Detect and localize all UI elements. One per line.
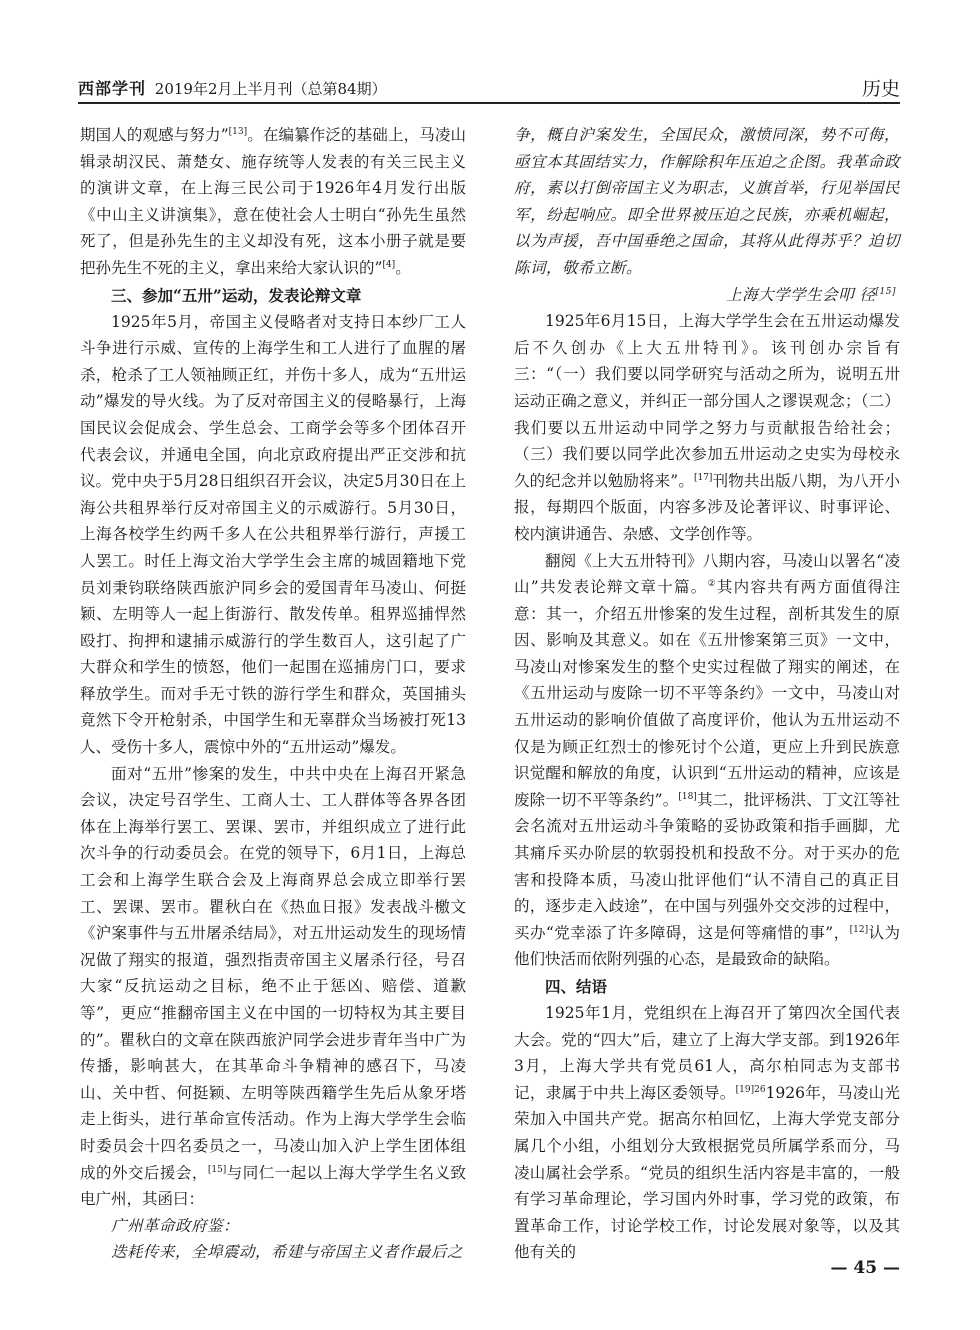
paragraph (514, 548, 900, 974)
page-header (78, 74, 900, 98)
citation: [19]26 (735, 1084, 766, 1095)
citation: [4] (382, 259, 396, 270)
letter-text: 争，概自沪案发生，全国民众，激愤同深，势不可侮，亟宜本其固结实力，作解除积年压迫之企图。我革命政府，素以打倒帝国主义为职志，义旗首举，行见举国民军，纷起响应。即全世界被压迫之民族，亦乘机崛起，以为声援，吾中国垂绝之国命，其将从此得苏乎？迫切陈词，敬希立断。 (514, 126, 900, 277)
text: 认为他们快活而依附列强的心态，是最致命的缺陷。 (514, 923, 900, 969)
section-heading: 三、参加“五卅”运动，发表论辩文章 (111, 285, 362, 305)
letter-text: 迭耗传来，全埠震动，希建与帝国主义者作最后之 (111, 1243, 464, 1262)
text: 面对“五卅”惨案的发生，中共中央在上海召开紧急会议，决定号召学生、工商人士、工人群体等各界各团体在上海举行罢工、罢课、罢市，并组织成立了进行此次斗争的行动委员会。在党的领导下，6月1日，上海总工会和上海学生联合会及上海商界总会成立即举行罢工、罢课、罢市。瞿秋白在《热血日报》发表战斗檄文《沪案事件与五卅屠杀结局》，对五卅运动发生的现场情况做了翔实的报道，强烈指责帝国主义屠杀行径，号召大家“反抗运动之目标，绝不止于惩凶、赔偿、道歉等”，更应“推翻帝国主义在中国的一切特权为其主要目的”。瞿秋白的文章在陕西旅沪同学会进步青年当中广为传播，影响甚大，在其革命斗争精神的感召下，马凌山、关中哲、何挺颖、左明等陕西籍学生先后从象牙塔走上街头，进行革命宣传活动。作为上海大学学生会临时委员会十四名委员之一，马凌山加入沪上学生团体组成的外交后援会， (80, 764, 466, 1182)
journal-masthead (78, 76, 387, 99)
text: 与同仁一起以上海大学学生名义致电广州，其函曰： (80, 1163, 466, 1209)
text: 1925年6月15日，上海大学学生会在五卅运动爆发后不久创办《上大五卅特刊》。该刊创办宗旨有三：“（一）我们要以同学研究与活动之所为，说明五卅运动正确之意义，并纠正一部分国人之谬误观念；（二）我们要以五卅运动中同学之努力与贡献报告给社会；（三）我们要以同学此次参加五卅运动之史实为母校永久的纪念并以勉励将来”。 (514, 312, 900, 490)
citation: [12] (849, 924, 869, 935)
text: 1926年，马凌山光荣加入中国共产党。据高尔柏回忆，上海大学党支部分属几个小组，小组划分大致根据党员所属学系而分，马凌山属社会学系。“党员的组织生活内容是丰富的，一般有学习革命理论，学习国内外时事，学习党的政策，布置革命工作，讨论学校工作，讨论发展对象等，以及其他有关的 (514, 1083, 900, 1262)
header-rule (78, 102, 900, 104)
text: 其内容共有两方面值得注意：其一，介绍五卅惨案的发生过程，剖析其发生的原因、影响及其意义。如在《五卅惨案第三页》一文中，马凌山对惨案发生的整个史实过程做了翔实的阐述，在《五卅运动与废除一切不平等条约》一文中，马凌山对五卅运动的影响价值做了高度评价，他认为五卅运动不仅是为顾正红烈士的惨死讨个公道，更应上升到民族意识觉醒和解放的角度，认识到“五卅运动的精神，应该是废除一切不平等条约”。 (514, 578, 900, 809)
page-number: — 45 — (830, 1258, 900, 1278)
paragraph (80, 761, 466, 1213)
journal-logo: 西部学刊 (78, 79, 147, 98)
letter-salutation: 广州革命政府鉴： (111, 1216, 240, 1235)
paragraph (80, 122, 466, 282)
citation: [18] (678, 791, 697, 802)
text: 翻阅《上大五卅特刊》八期内容，马凌山以署名“凌山”共发表论辩文章十篇。 (514, 551, 900, 597)
text: 期国人的观感与努力” (80, 126, 229, 144)
citation: [13] (228, 126, 248, 137)
section-title: 历史 (861, 78, 900, 100)
text: 刊物共出版八期，为八开小报，每期四个版面，内容多涉及论著评议、时事评论、校内演讲通告、杂感、文学创作等。 (514, 471, 900, 543)
letter-signature (514, 282, 900, 309)
citation: ② (707, 578, 717, 589)
paragraph (514, 1000, 900, 1266)
text: 上海大学学生会叩 径 (726, 285, 876, 304)
paragraph (514, 308, 900, 547)
text: 。 (395, 258, 411, 277)
right-column (514, 122, 900, 1266)
left-column (80, 122, 466, 1266)
citation: [17] (693, 472, 713, 483)
text: 。在编纂作泛的基础上，马凌山辑录胡汉民、萧楚女、施存统等人发表的有关三民主义的演讲文章，在上海三民公司于1926年4月发行出版《中山主义讲演集》，意在使社会人士明白“孙先生虽然死了，但是孙先生的主义却没有死，这本小册子就是要把孙先生不死的主义，拿出来给大家认识的” (80, 126, 466, 277)
text: 1925年1月，党组织在上海召开了第四次全国代表大会。党的“四大”后，建立了上海大学支部。到1926年3月，上海大学共有党员61人，高尔柏同志为支部书记，隶属于中共上海区委领导。 (514, 1004, 900, 1102)
citation: [15] (875, 286, 896, 297)
section-heading: 四、结语 (545, 977, 608, 996)
paragraph: 1925年5月，帝国主义侵略者对支持日本纱厂工人斗争进行示威、宣传的上海学生和工人进行了血腥的屠杀，枪杀了工人领袖顾正红，并伤十多人，成为“五卅运动”爆发的导火线。为了反对帝国主义的侵略暴行，上海国民议会促成会、学生总会、工商学会等多个团体召开代表会议，并通电全国，向北京政府提出严正交涉和抗议。党中央于5月28日组织召开会议，决定5月30日在上海公共租界举行反对帝国主义的示威游行。5月30日，上海各校学生约两千多人在公共租界举行游行，声援工人罢工。时任上海文治大学学生会主席的城固籍地下党员刘秉钧联络陕西旅沪同乡会的爱国青年马凌山、何挺颖、左明等人一起上街游行、散发传单。租界巡捕悍然殴打、拘押和逮捕示威游行的学生数百人，这引起了广大群众和学生的愤怒，他们一起围在巡捕房门口，要求释放学生。而对手无寸铁的游行学生和群众，英国捕头竟然下令开枪射杀，中国学生和无辜群众当场被打死13人、受伤十多人，震惊中外的“五卅运动”爆发。 (80, 312, 466, 757)
citation: [15] (207, 1164, 227, 1175)
issue-info: 2019年2月上半月刊（总第84期） (154, 80, 387, 98)
text: 其二，批评杨洪、丁文江等社会名流对五卅运动斗争策略的妥协政策和指手画脚，尤其痛斥买办阶层的软弱投机和投敌不分。对于买办的危害和投降本质，马凌山批评他们“认不清自己的真正目的，逐步走入歧途”，在中国与列强外交交涉的过程中，买办“党幸添了许多障碍，这是何等痛惜的事”， (514, 790, 900, 942)
